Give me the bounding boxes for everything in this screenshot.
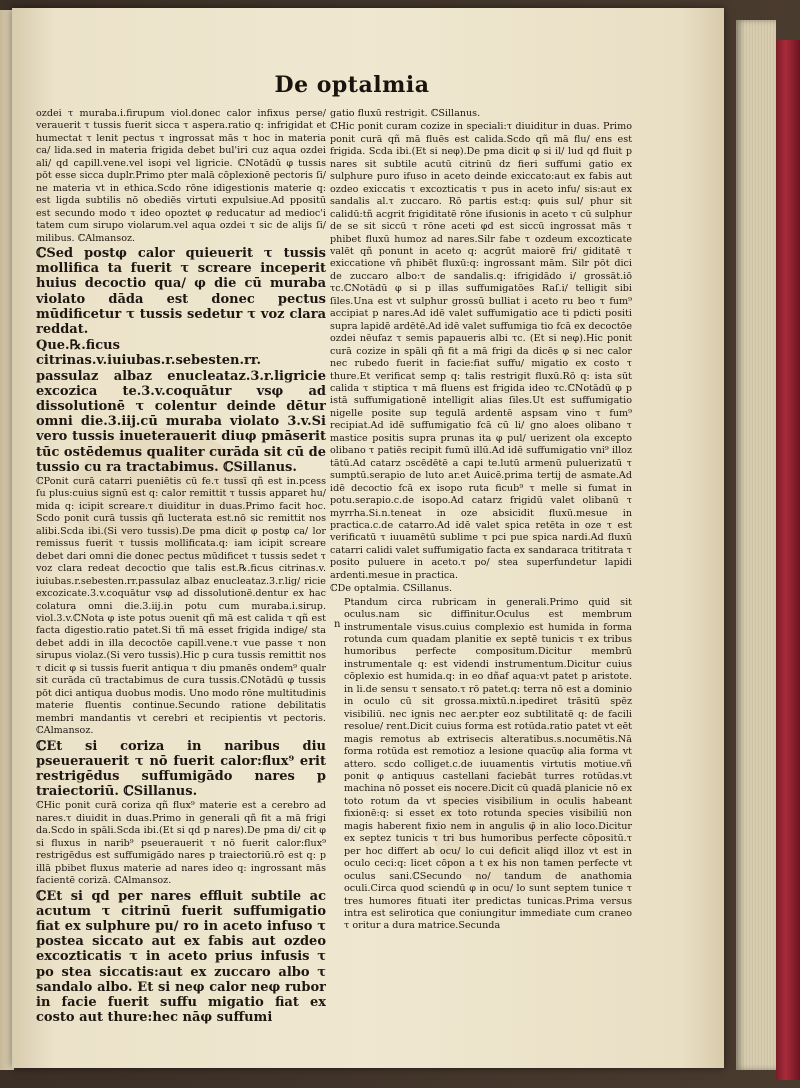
page-block-edges [736, 20, 776, 1070]
paragraph: ℂHic ponit curam cozize in speciali:τ diuiditur in duas. Primo ponit curā qñ mā fluēs est calida.Scdo qñ mā flu/ ens est frigida. Scda ibi.(Et si neφ).De pma dicit φ si il/ lud qd fluit p nares sit subtile acutū citrinū dz fieri suffumi gatio ex sulphure puro ifuso in aceto deinde exiccato:aut ex fabis aut ozdeo exiccatis τ excozticatis τ pus in aceto infu/ sis:aut ex sandalis al.τ zuccaro. Rō partis est:q: φuis sul/ phur sit calidū:tñ acgrit frigiditatē rōne ifusionis in aceto τ cū sulphur de se sit siccū τ rōne aceti φd est siccū ingrossat mās τ phibet fluxū humoz ad nares.Silr fabe τ ozdeum excozticate valēt qñ ponunt in aceto q: acgrūt maiorē fri/ giditatē τ exiccatione vñ phibēt fluxū:q: ingrossant mām. Silr pōt dici de zuccaro albo:τ de sandalis.q: ifrigidādo i/ grossāt.iō τc.ℂNotādū φ si p illas suffumigatōes Raſ.i/ telligit sibi ſiles.Una est vt sulphur grossū bulliat i aceto ru beo τ fum⁹ accipiat p nares.Ad idē valet suffumigatio ace ti pdicti positi supra lapidē ardētē.Ad idē valet suffumiga tio fcā ex decoctōe ozdei nēufaz τ semis papaueris albi τc. (Et si neφ).Hic ponit curā cozize in spāli qñ fit a mā frigi da dicēs φ si nec calor nec rubedo fuerit in facie:fiat suffu/ migatio ex costo τ thure.Et verificat semp q: talis restrigit fluxū.Rō q: ista sūt calida τ stiptica τ mā fluens est frigida ideo τc.ℂNotādū φ p istā suffumigationē intelligit alias ſiles.Ut est suffumigatio nigelle posite sup tegulā ardentē aspsam vino τ fum⁹ recipiat.Ad idē suffumigatio fcā cū li/ gno aloes olibano τ mastice positis supra prunas ita φ pul/ uerizent ola excepto olibano τ patiēs recipit fumū illū.Ad idē suffumigatio vni⁹ illoz tātū.Ad catarz ɔscēdētē a capi te.lutū armenū puluerizatū τ sumptū.serapio de luto ar.et Auicē.prima tertij de asmate.Ad idē decoctio fcā ex isopo ruta ficub⁹ τ melle si fumat in potu.serapio.c.de isopo.Ad catarz frigidū valet olibanū τ myrrha.Si.n.teneat in oze absicidit fluxū.mesue in practica.c.de catarro.Ad idē valet spica retēta in oze τ est verificatū τ iuuamētū sublime τ pci pue spica nardi.Ad fluxū catarri calidi valet suffumigatio facta ex sandaraca trititrata τ posito puluere in aceto.τ po/ stea superfundetur lapidi ardenti.mesue in practica. [330, 121, 632, 581]
paragraph: Ptandum circa rubricam in generali.Primo quid sit oculus.nam sic diffinitur.Oculus est membrum instrumentale visus.cuius complexio est humida in forma rotunda cum quadam planitie ex septē tunicis τ ex tribus humoribus perfecte compositum.Dicitur membrū instrumentale q: est videndi instrumentum.Dicitur cuius cōplexio est humida.q: in eo dñaf aqua:vt patet p aristote. in li.de sensu τ sensato.τ rō patet.q: terra nō est a dominio in oculo cū sit grossa.mixtū.n.ipediret trāsitū spēz visibiliū. nec ignis nec aer.pter eoz subtilitatē q: de facili resolue/ rent.Dicit cuius forma est rotūda.ratio patet vt eēt magis remotus ab extrisecis alteratibus.s.nocumētis.Nā forma rotūda est remotioz a lesione quacūφ alia forma vt attero. scdo colliget.c.de iuuamentis virtutis motiue.vñ ponit φ antiquus castellani faciebāt turres rotūdas.vt machina nō posset eis nocere.Dicit cū quadā planicie nō ex toto rotum da vt species visibilium in oculis habeant fixionē:q: si esset ex toto rotunda species visibiliū non magis haberent fixio nem in angulis φ̄ in alio loco.Dicitur ex septez tunicis τ tri bus humoribus perfecte cōpositū.τ per hoc differt ab ocu/ lo cui deficit aliqd illoz vt est in oculo ceci:q: licet cōpon a t ex his non tamen perfecte vt oculus sani.ℂSecundo no/ tandum de anathomia oculi.Circa quod sciendū φ in ocu/ lo sunt septem tunice τ tres humores fituati iter predictas tunicas.Prima versus intra est selirotica que coniungitur immediate cum craneo τ oritur a dura matrice.Secunda [344, 596, 632, 932]
book-page [12, 8, 724, 1068]
paragraph-large: ℂEt si qd per nares effluit subtile ac acutum τ citrinū fuerit suffumigatio fiat ex sulphure pu/ ro in aceto infuso τ postea siccato aut ex fabis aut ozdeo excozticatis τ in aceto prius infusis τ po stea siccatis:aut ex zuccaro albo τ sandalo albo. Et si neφ calor neφ rubor in facie fuerit suffu migatio fiat ex costo aut thure:hec nāφ suffumi [36, 888, 326, 1026]
right-text-column [330, 108, 632, 1048]
left-text-column [36, 108, 326, 1048]
paragraph: ozdei τ muraba.i.firupum viol.donec calor infixus perse/ verauerit τ tussis fuerit sicca τ aspera.ratio q: infrigidat et humectat τ lenit pectus τ ingrossat mās τ hoc in materia ca/ lida.sed in materia frigida debet bul'iri cuz aqua ozdei ali/ qd capill.vene.vel isopi vel ligricie. ℂNotādū φ tussis pōt esse sicca duplr.Primo pter malā cōplexionē pectoris ſi/ ne materia vt in ethica.Scdo rōne idigestionis materie q: est ligda subtilis nō obediēs virtuti expulsiue.Ad ppositū est secundo modo τ ideo opoztet φ reducatur ad medioc'i tatem cum sirupo violarum.vel aqua ozdei τ sic de alijs ſi/ milibus. ℂAlmansoz. [36, 108, 326, 244]
paragraph-large: ℂEt si coriza in naribus diu pseuerauerit τ nō fuerit calor:flux⁹ erit restrigēdus suffumigādo nares p traiectoriū. ℂSillanus. [36, 738, 326, 800]
margin-letter: n [334, 619, 341, 630]
page-title: De optalmia [274, 72, 430, 98]
book-cover-edge [776, 40, 800, 1080]
paragraph: ℂHic ponit curā coriza qñ flux⁹ materie est a cerebro ad nares.τ diuidit in duas.Primo in generali qñ fit a mā frigi da.Scdo in spāli.Scda ibi.(Et si qd p nares).De pma di/ cit φ si fluxus in narib⁹ pseuerauerit τ nō fuerit calor:flux⁹ restrigēdus est suffumigādo nares p traiectoriū.rō est q: p illā pbibet fluxus materie ad nares ideo q: ingrossant mās facientē corizā. ℂAlmansoz. [36, 800, 326, 887]
paragraph: ℂPonit curā catarri pueniētis cū fe.τ tussī qñ est in.pcess ſu plus:cuius signū est q: calor remittit τ tussis apparet hu/ mida q: icipit screare.τ diuiditur in duas.Primo facit hoc. Scdo ponit curā tussis qñ lucterata est.nō sic remittit nos alibi.Scda ibi.(Si vero tussis).De pma dicit φ postφ ca/ lor remissus fuerit τ tussis mollificata.q: iam icipit screare debet dari omni die donec pectus mūdificet τ tussis sedet τ voz clara redeat decoctio que talis est.℞.ficus citrinas.v. iuiubas.r.sebesten.rr.passulaz albaz enucleataz.3.r.lig/ ricie excozicate.3.v.coquātur vsφ ad dissolutionē.dentur ex hac colatura omni die.3.iij.in potu cum muraba.i.sirup. viol.3.v.ℂNota φ iste potus ɔuenit qñ mā est calida τ qñ est facta digestio.ratio patet.Si tñ mā esset frigida indige/ sta debet addi in illa decoctōe capill.vene.τ vue passe τ non sirupus violaz.(Si vero tussis).Hic p cura tussis remittit nos τ dicit φ si tussis fuerit antiqua τ diu pmanēs ondem⁹ qualr sit curāda cū tractabimus de cura tussis.ℂNotādū φ tussis pōt dici antiqua duobus modis. Uno modo rōne multitudinis materie fluentis continue.Secundo ratione debilitatis membri mandantis vt cerebri et recipientis vt pectoris. ℂAlmansoz. [36, 476, 326, 737]
section-heading: ℂDe optalmia. ℂSillanus. [330, 583, 453, 595]
paragraph: gatio fluxū restrigit. ℂSillanus. [330, 108, 481, 119]
paragraph-large: ℂSed postφ calor quieuerit τ tussis mollifica ta fuerit τ screare inceperit huius decoctio qua/ φ die cū muraba violato dāda est donec pectus mūdificetur τ tussis sedetur τ voz clara reddat. [36, 245, 326, 337]
paragraph-large: Que.℞.ficus citrinas.v.iuiubas.r.sebesten.rr. passulaz albaz enucleataz.3.r.ligricie excozica te.3.v.coquātur vsφ ad dissolutionē τ colentur deinde dētur omni die.3.iij.cū muraba violato 3.v.Si vero tussis inueterauerit diuφ pmāserit tūc ostēdemus qualiter curāda sit cū de tussio cu ra tractabimus. ℂSillanus. [36, 338, 326, 475]
